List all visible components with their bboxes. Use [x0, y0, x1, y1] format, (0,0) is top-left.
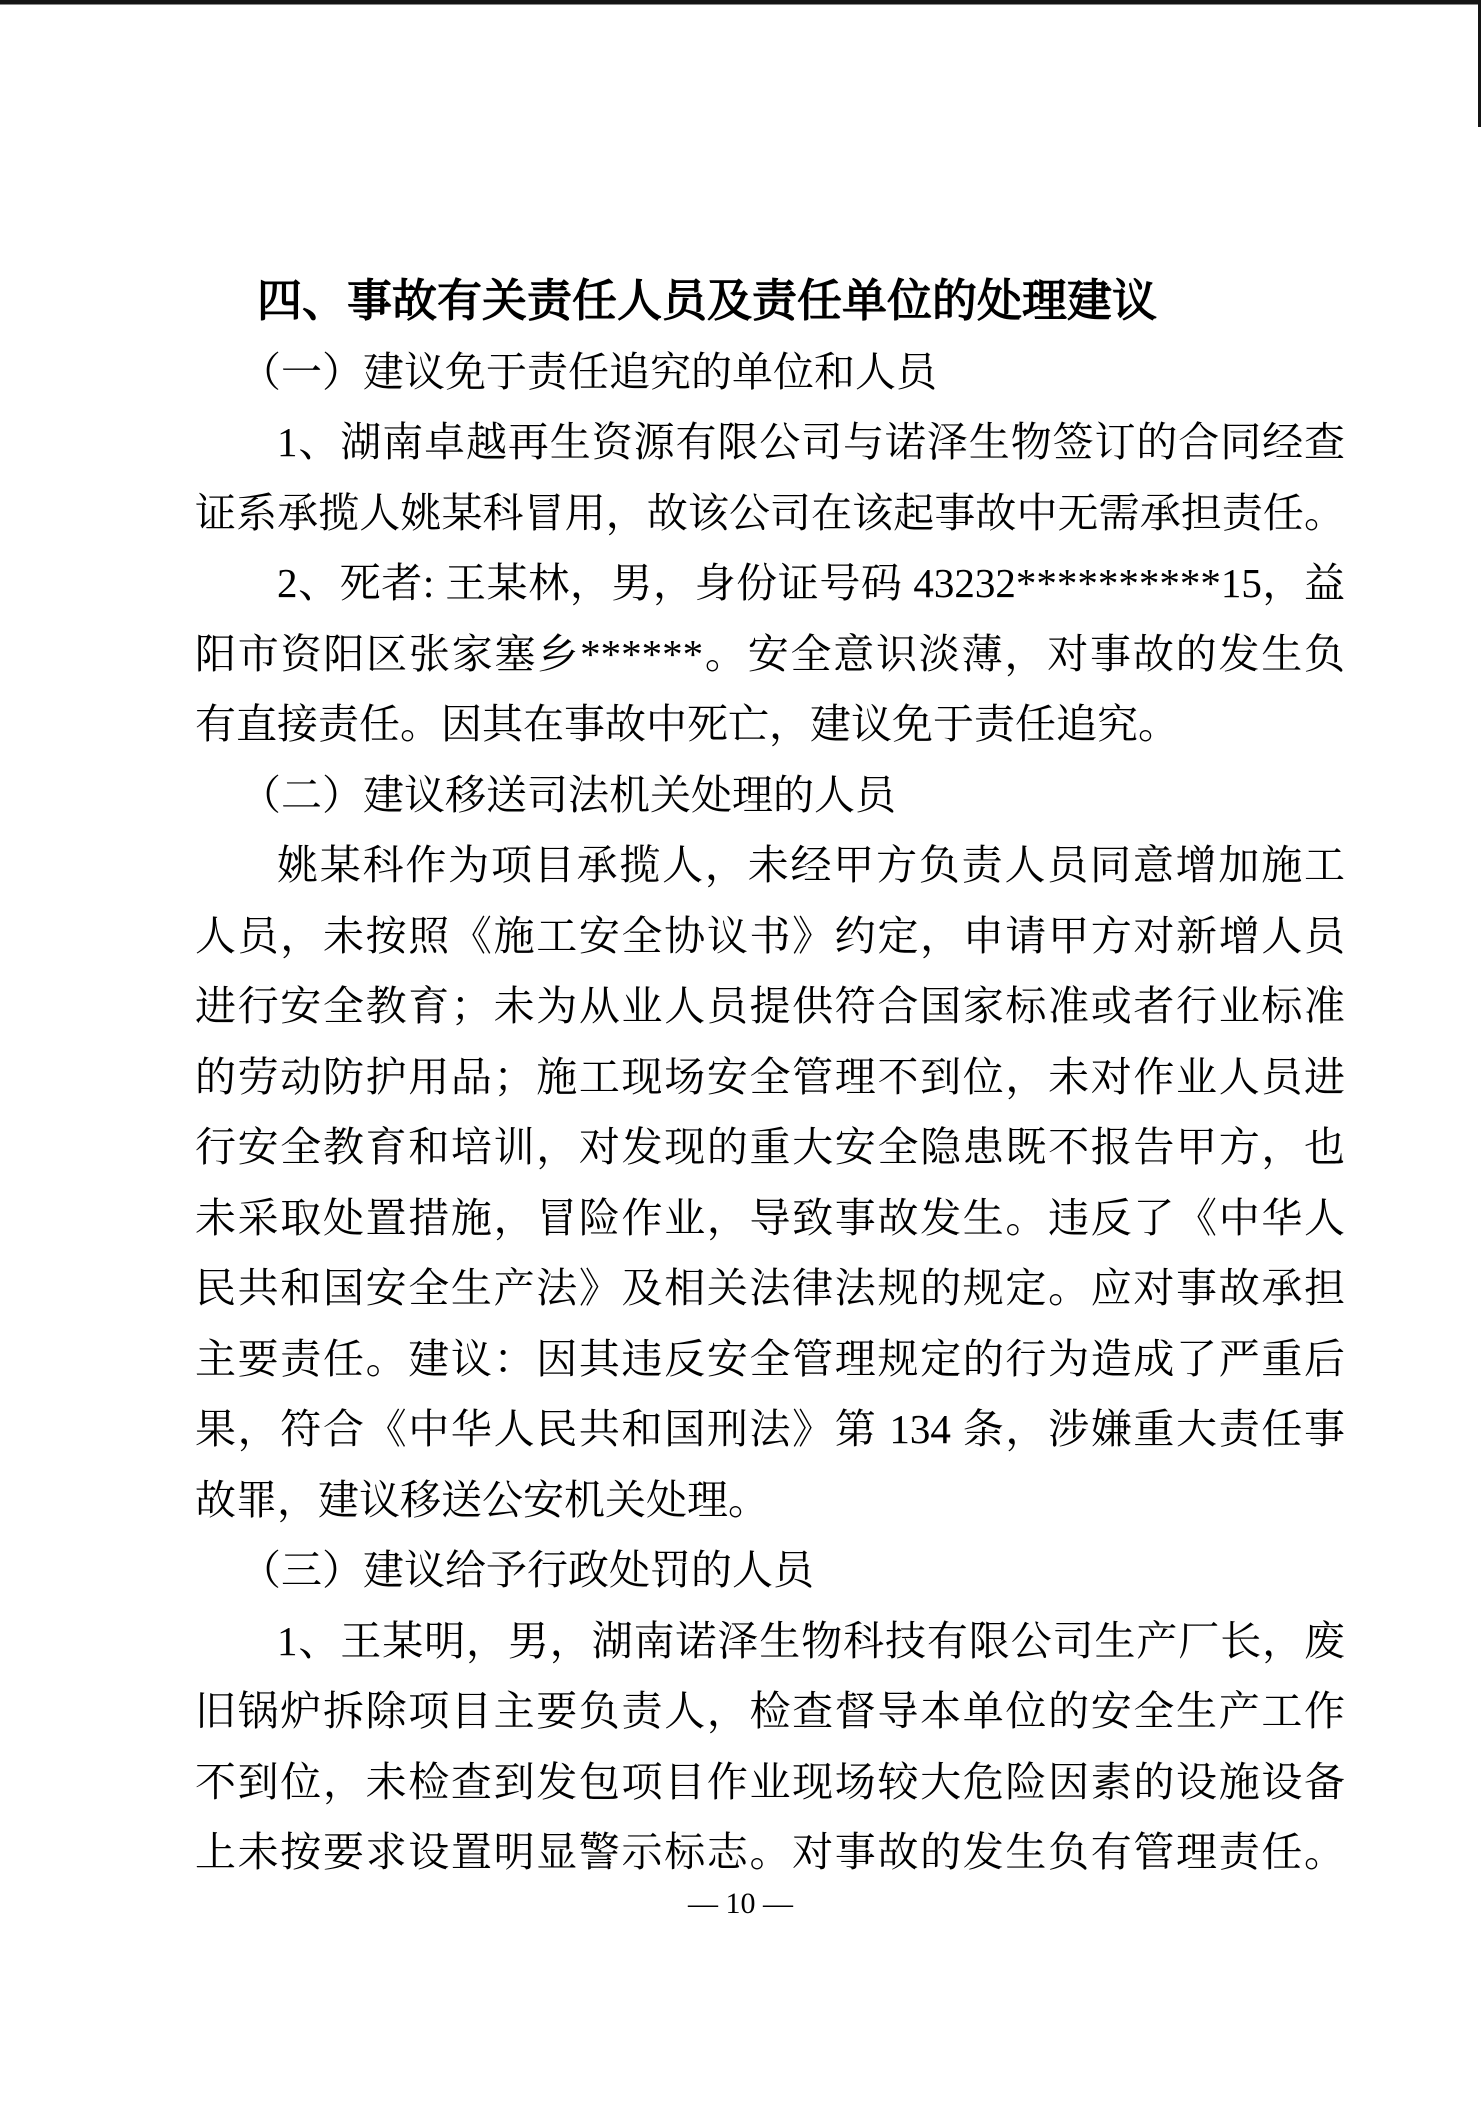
document-lines — [195, 266, 1345, 1888]
document-line: 旧锅炉拆除项目主要负责人，检查督导本单位的安全生产工作 — [195, 1688, 1345, 1734]
document-line: 证系承揽人姚某科冒用，故该公司在该起事故中无需承担责任。 — [195, 489, 1345, 536]
document-line: 姚某科作为项目承揽人，未经甲方负责人员同意增加施工 — [277, 842, 1345, 888]
document-line: 的劳动防护用品；施工现场安全管理不到位，未对作业人员进 — [195, 1053, 1345, 1100]
document-line: 民共和国安全生产法》及相关法律法规的规定。应对事故承担 — [195, 1265, 1345, 1311]
document-line: 进行安全教育；未为从业人员提供符合国家标准或者行业标准 — [195, 983, 1345, 1029]
document-line: 未采取处置措施，冒险作业，导致事故发生。违反了《中华人 — [195, 1194, 1345, 1241]
document-line: 1、王某明，男，湖南诺泽生物科技有限公司生产厂长，废 — [277, 1617, 1345, 1664]
document-line: 2、死者: 王某林，男，身份证号码 43232**********15，益 — [277, 560, 1345, 606]
scan-edge-top — [0, 0, 1481, 5]
section-heading: 四、事故有关责任人员及责任单位的处理建议 — [257, 275, 1158, 326]
document-line: 阳市资阳区张家塞乡******。安全意识淡薄，对事故的发生负 — [195, 630, 1345, 677]
document-line: 不到位，未检查到发包项目作业现场较大危险因素的设施设备 — [195, 1758, 1345, 1805]
document-line: 果，符合《中华人民共和国刑法》第 134 条，涉嫌重大责任事 — [195, 1406, 1345, 1452]
document-line: 1、湖南卓越再生资源有限公司与诺泽生物签订的合同经查 — [277, 419, 1345, 465]
document-line: 行安全教育和培训，对发现的重大安全隐患既不报告甲方，也 — [195, 1124, 1345, 1170]
sub-heading: （二）建议移送司法机关处理的人员 — [240, 771, 896, 818]
document-line: 上未按要求设置明显警示标志。对事故的发生负有管理责任。 — [195, 1829, 1345, 1875]
document-line: 故罪，建议移送公安机关处理。 — [195, 1476, 769, 1523]
document-line: 主要责任。建议：因其违反安全管理规定的行为造成了严重后 — [195, 1335, 1345, 1382]
sub-heading: （三）建议给予行政处罚的人员 — [240, 1547, 814, 1593]
document-line: 有直接责任。因其在事故中死亡，建议免于责任追究。 — [195, 701, 1179, 747]
page-number: — 10 — — [688, 1887, 793, 1920]
document-line: 人员，未按照《施工安全协议书》约定，申请甲方对新增人员 — [195, 912, 1345, 959]
sub-heading: （一）建议免于责任追究的单位和人员 — [240, 348, 937, 395]
